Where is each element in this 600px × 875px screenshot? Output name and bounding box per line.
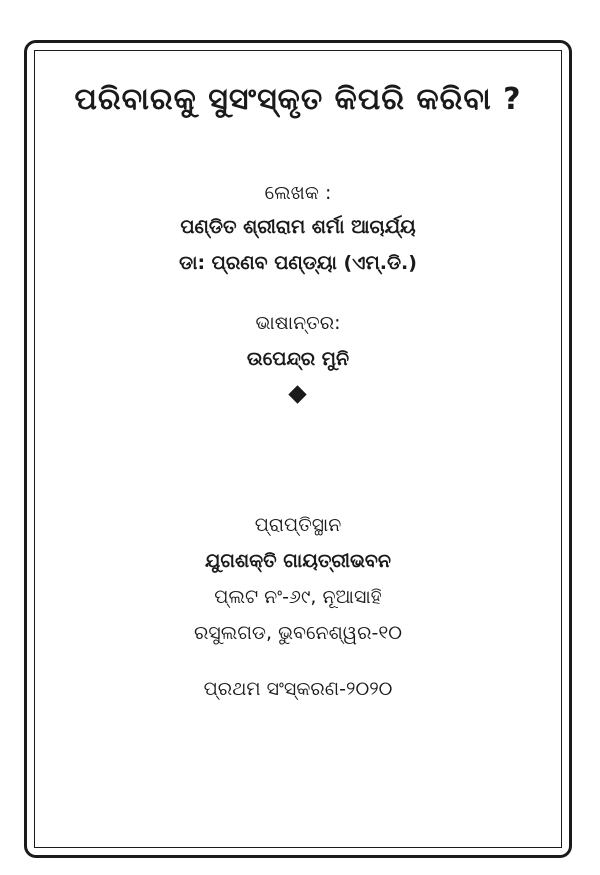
book-title: ପରିବାରକୁ ସୁସଂସ୍କୃତ କିପରି କରିବା ?: [74, 82, 522, 117]
title-page: [34, 50, 562, 848]
publisher-address-2: ରସୁଲଗଡ, ଭୁବନେଶ୍ୱର-୧୦: [194, 622, 402, 644]
publisher-address-1: ପ୍ଲଟ ନଂ-୬୯, ନୂଆସାହି: [214, 586, 382, 608]
edition-text: ପ୍ରଥମ ସଂସ୍କରଣ-୨୦୨୦: [203, 678, 393, 700]
author-1: ପଣ୍ଡିତ ଶ୍ରୀରାମ ଶର୍ମା ଆଚାର୍ଯ୍ୟ: [180, 216, 416, 238]
diamond-ornament-icon: [288, 385, 306, 403]
publisher-heading: ପ୍ରାପ୍ତିସ୍ଥାନ: [254, 514, 342, 536]
translator-heading: ଭାଷାନ୍ତର:: [255, 312, 341, 334]
author-2: ଡା: ପ୍ରଣବ ପଣ୍ଡ୍ୟା (ଏମ୍.ଡି.): [179, 252, 417, 274]
author-heading: ଲେଖକ :: [264, 182, 332, 204]
translator-name: ଉପେନ୍ଦ୍ର ମୁନି: [246, 348, 350, 370]
publisher-name: ଯୁଗଶକ୍ତି ଗାୟତ୍ରୀଭବନ: [205, 550, 391, 572]
